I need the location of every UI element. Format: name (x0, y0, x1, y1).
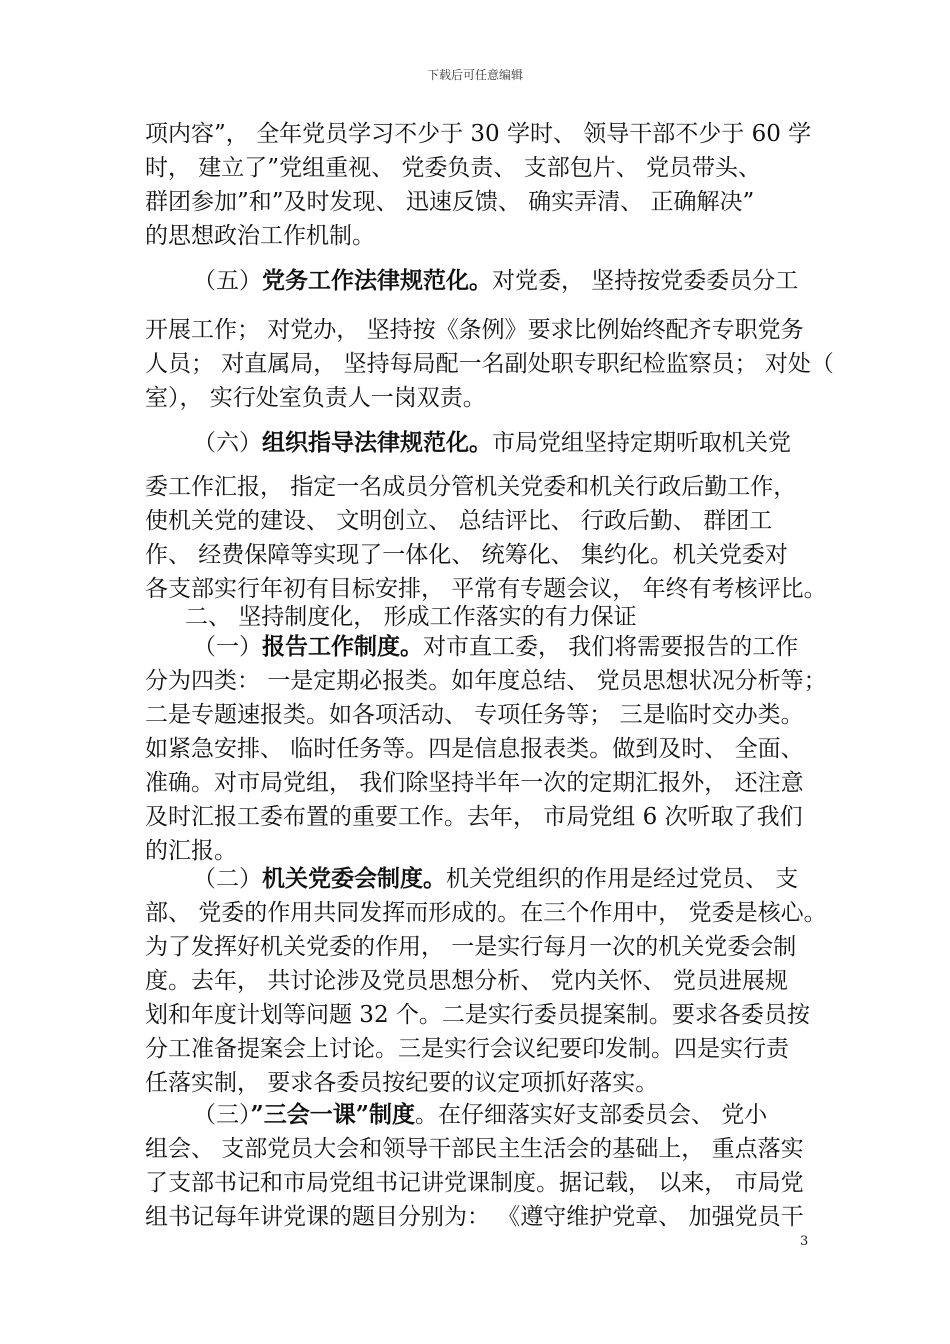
body-text: 二是专题速报类。如各项活动、 专项任务等； 三是临时交办类。 (145, 702, 804, 728)
body-text: 项内容”， 全年党员学习不少于 30 学时、 领导干部不少于 60 学 (145, 121, 812, 147)
text-line (145, 767, 815, 799)
body-text: 为了发挥好机关党委的作用， 一是实行每月一次的机关党委会制 (145, 934, 797, 960)
body-text: 部、 党委的作用共同发挥而形成的。在三个作用中， 党委是核心。 (145, 900, 827, 926)
text-line (145, 965, 815, 997)
text-line (193, 631, 863, 663)
body-text: （一） (193, 634, 262, 660)
body-text: 对党委， 坚持按党委委员分工 (492, 268, 799, 294)
body-text: 群团参加”和”及时发现、 迅速反馈、 确实弄清、 正确解决” (145, 189, 755, 215)
body-text: 如紧急安排、 临时任务等。四是信息报表类。做到及时、 全面、 (145, 736, 804, 762)
page-number: 3 (800, 1234, 809, 1249)
text-line (145, 999, 815, 1031)
heading-text: ”三会一课”制度 (250, 1101, 415, 1128)
body-text: 二、 坚持制度化， 形成工作落实的有力保证 (185, 604, 637, 630)
body-text: 的思想政治工作机制。 (145, 223, 375, 249)
text-line (145, 314, 815, 346)
body-text: （六） (193, 430, 262, 456)
body-text: 市局党组坚持定期听取机关党 (492, 430, 791, 456)
body-text: 组会、 支部党员大会和领导干部民主生活会的基础上， 重点落实 (145, 1136, 804, 1162)
text-line (145, 382, 815, 414)
body-text: 分工准备提案会上讨论。三是实行会议纪要印发制。四是实行责 (145, 1036, 789, 1062)
text-line (145, 505, 815, 537)
text-line (145, 348, 834, 380)
body-text: 度。去年， 共讨论涉及党员思想分析、 党内关怀、 党员进展规 (145, 968, 788, 994)
body-text: 时， 建立了”党组重视、 党委负责、 支部包片、 党员带头、 (145, 155, 762, 181)
body-text: （二） (193, 866, 262, 892)
body-text: 的汇报。 (145, 838, 237, 864)
text-line (145, 220, 815, 252)
body-text: 了支部书记和市局党组书记讲党课制度。据记载， 以来， 市局党 (145, 1170, 804, 1196)
text-line (145, 665, 827, 697)
heading-text: 报告工作制度。 (262, 633, 423, 660)
text-line (145, 1067, 815, 1099)
body-text: 机关党组织的作用是经过党员、 支 (446, 866, 799, 892)
body-text: 划和年度计划等问题 32 个。二是实行委员提案制。要求各委员按 (145, 1002, 810, 1028)
page-header: 下载后可任意编辑 (426, 68, 523, 82)
text-line (193, 427, 863, 459)
text-line (145, 471, 815, 503)
heading-text: 党务工作法律规范化。 (262, 267, 492, 294)
text-line (185, 601, 855, 633)
body-text: 分为四类： 一是定期必报类。如年度总结、 党员思想状况分析等； (145, 668, 827, 694)
body-text: 使机关党的建设、 文明创立、 总结评比、 行政后勤、 群团工 (145, 508, 773, 534)
body-text: 人员； 对直属局， 坚持每局配一名副处职专职纪检监察员； 对处（ (145, 351, 834, 377)
text-line (145, 539, 815, 571)
text-line (145, 931, 815, 963)
heading-text: 机关党委会制度。 (262, 865, 446, 892)
text-line (193, 863, 863, 895)
body-text: 及时汇报工委布置的重要工作。去年， 市局党组 6 次听取了我们 (145, 804, 803, 830)
body-text: （五） (193, 268, 262, 294)
body-text: 。在仔细落实好支部委员会、 党小 (414, 1102, 768, 1128)
text-line (145, 733, 815, 765)
text-line (145, 1133, 815, 1165)
text-line (145, 1201, 815, 1233)
text-line (145, 1167, 815, 1199)
text-line (193, 265, 863, 297)
body-text: 任落实制， 要求各委员按纪要的议定项抓好落实。 (145, 1070, 659, 1096)
text-line (145, 699, 815, 731)
body-text: 作、 经费保障等实现了一体化、 统筹化、 集约化。机关党委对 (145, 542, 788, 568)
body-text: （三） (193, 1102, 251, 1128)
body-text: 对市直工委， 我们将需要报告的工作 (423, 634, 799, 660)
body-text: 室）， 实行处室负责人一岗双责。 (145, 385, 486, 411)
text-line (145, 118, 815, 150)
body-text: 组书记每年讲党课的题目分别为： 《遵守维护党章、 加强党员干 (145, 1204, 804, 1230)
heading-text: 组织指导法律规范化。 (262, 429, 492, 456)
body-text: 准确。对市局党组， 我们除坚持半年一次的定期汇报外， 还注意 (145, 770, 804, 796)
text-line (145, 801, 815, 833)
text-line (193, 1099, 863, 1131)
text-line (145, 152, 815, 184)
text-line (145, 1033, 815, 1065)
body-text: 各支部实行年初有目标安排， 平常有专题会议， 年终有考核评比。 (145, 576, 827, 602)
body-text: 开展工作； 对党办， 坚持按《条例》要求比例始终配齐专职党务 (145, 317, 804, 343)
text-line (145, 186, 815, 218)
text-line (145, 897, 827, 929)
body-text: 委工作汇报， 指定一名成员分管机关党委和机关行政后勤工作， (145, 474, 797, 500)
